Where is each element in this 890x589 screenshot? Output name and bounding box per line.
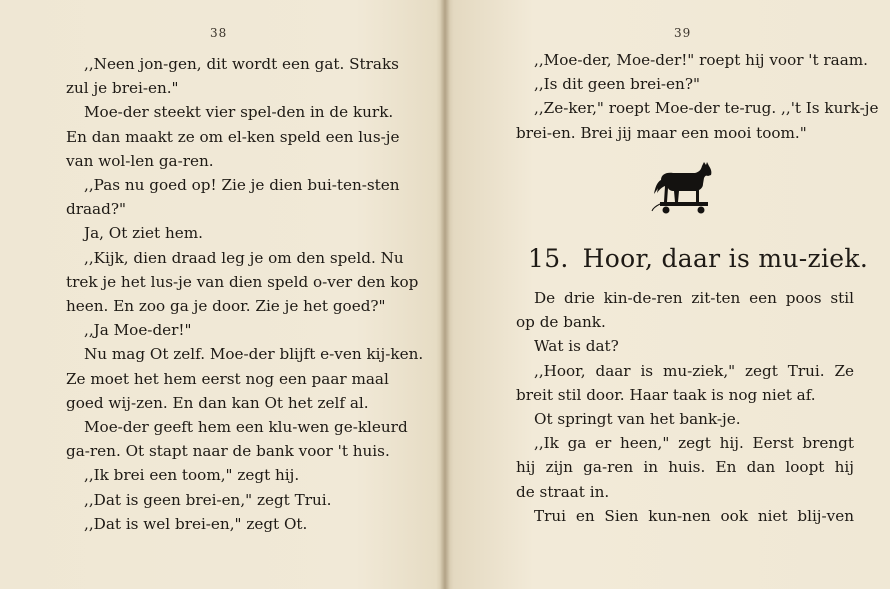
text-line: ,,Pas nu goed op! Zie je dien bui-ten-sten [84,176,400,195]
text-line: brei-en. Brei jij maar een mooi toom." [516,123,807,142]
text-line: ,,Neen jon-gen, dit wordt een gat. Straks [84,55,399,73]
left-page-number: 38 [210,26,228,40]
text-line: Moe-der steekt vier spel-den in de kurk. [84,103,394,122]
left-page [0,0,444,589]
text-line: goed wij-zen. En dan kan Ot het zelf al. [66,393,369,412]
text-line: ,,Ik ga er heen," zegt hij. Eerst brengt [534,434,854,453]
text-line: ,,Hoor, daar is mu-ziek," zegt Trui. Ze [534,361,854,380]
text-line: zul je brei-en." [66,79,179,98]
horse-toy-icon [651,160,715,218]
text-line: En dan maakt ze om el-ken speld een lus-je [66,127,400,146]
text-line: ,,Kijk, dien draad leg je om den speld. Nu [84,248,404,267]
right-page-number: 39 [674,26,692,40]
text-line: Trui en Sien kun-nen ook niet blij-ven [534,506,854,525]
text-line: Nu mag Ot zelf. Moe-der blijft e-ven kij-ken. [84,345,424,364]
right-page-top-body [516,48,879,145]
text-line: ,,Ik brei een toom," zegt hij. [84,466,300,485]
text-line: ga-ren. Ot stapt naar de bank voor 't huis. [66,442,390,461]
chapter-heading [528,244,869,273]
text-line: Ja, Ot ziet hem. [84,224,203,243]
text-line: ,,Is dit geen brei-en?" [534,75,700,94]
left-page-body [66,52,424,536]
text-line: Moe-der geeft hem een klu-wen ge-kleurd [84,418,408,437]
chapter-number: 15. [528,244,569,273]
text-line: breit stil door. Haar taak is nog niet af. [516,385,816,404]
text-line: hij zijn ga-ren in huis. En dan loopt hij [516,458,854,477]
chapter-title: Hoor, daar is mu-ziek. [582,244,869,273]
text-line: draad?" [66,200,126,219]
text-line: ,,Ja Moe-der!" [84,321,192,340]
text-line: De drie kin-de-ren zit-ten een poos stil [534,289,854,307]
text-line: Ze moet het hem eerst nog een paar maal [66,369,389,388]
right-page-bottom-body [516,286,854,528]
text-line: ,,Ze-ker," roept Moe-der te-rug. ,,'t Is kurk-je [534,99,879,118]
text-line: Wat is dat? [534,337,619,356]
text-line: heen. En zoo ga je door. Zie je het goed?" [66,297,386,316]
text-line: ,,Moe-der, Moe-der!" roept hij voor 't raam. [534,51,869,69]
text-line: Ot springt van het bank-je. [534,410,741,429]
text-line: op de bank. [516,313,606,332]
text-line: de straat in. [516,482,610,501]
text-line: van wol-len ga-ren. [66,151,214,170]
text-line: ,,Dat is wel brei-en," zegt Ot. [84,514,308,533]
right-page [446,0,890,589]
text-line: trek je het lus-je van dien speld o-ver den kop [66,272,419,291]
text-line: ,,Dat is geen brei-en," zegt Trui. [84,490,332,509]
